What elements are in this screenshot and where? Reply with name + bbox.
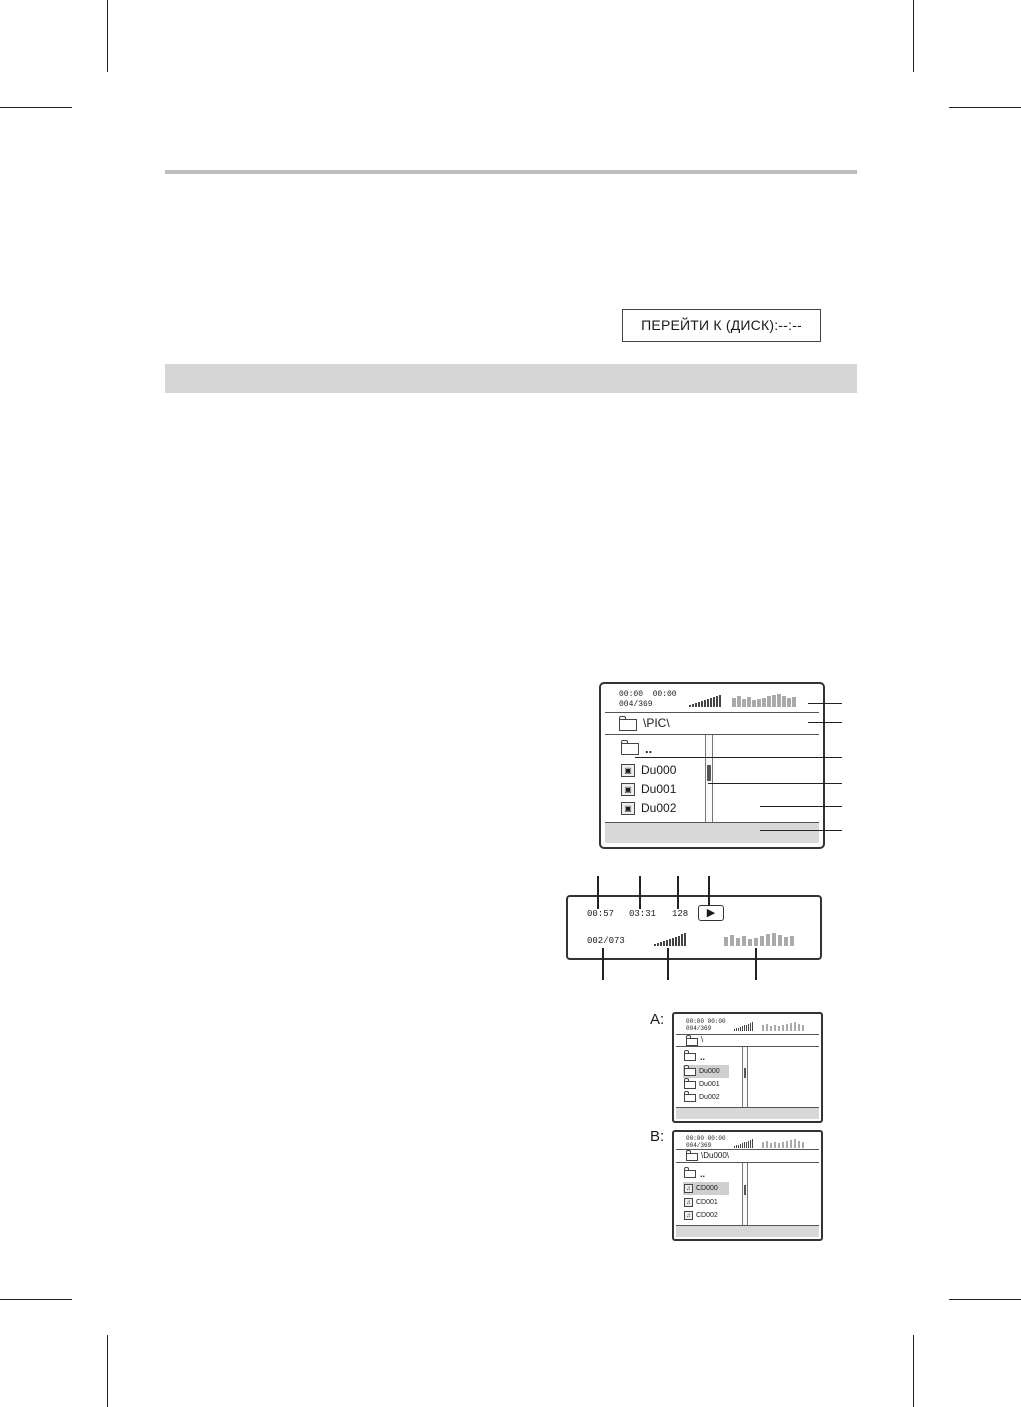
item-label: CD000 [696,1185,718,1192]
scrollbar[interactable] [705,735,713,822]
browser-screen-a [672,1012,823,1123]
callout-line [760,830,842,831]
music-file-icon: ♫ [684,1198,693,1207]
section-band [165,364,857,393]
total-time: 03:31 [629,909,657,919]
callout-line [808,722,842,723]
equalizer-icon [762,1022,806,1031]
figure-label-a: A: [650,1011,665,1028]
callout-line [602,948,604,980]
item-label: Du001 [641,782,677,796]
crop-mark [913,1335,914,1407]
item-label: CD001 [696,1199,718,1206]
crop-mark [949,1299,1021,1300]
item-label: Du002 [641,801,677,815]
header-rule [165,170,857,174]
time-readout: 00:00 00:00 [686,1018,726,1025]
callout-line [639,876,641,909]
crop-mark [0,107,72,108]
track-counter: 004/369 [686,1025,712,1032]
item-label: CD002 [696,1212,718,1219]
list-item[interactable] [684,1210,718,1221]
status-bar [676,1107,819,1119]
list-item-selected[interactable] [683,1065,729,1078]
list-item[interactable] [621,800,676,816]
playback-screen [566,895,822,960]
list-item-selected[interactable] [683,1182,729,1195]
item-label: .. [645,740,653,756]
crop-mark [107,0,108,72]
item-label: Du000 [699,1068,720,1075]
folder-icon [684,1081,696,1089]
browser-screen-b [672,1130,823,1241]
time-readout: 00:00 00:00 [619,690,677,699]
music-file-icon: ♫ [684,1211,693,1220]
list-item[interactable] [684,1092,720,1103]
scroll-thumb[interactable] [707,765,711,781]
crop-mark [949,107,1021,108]
callout-line [708,783,842,784]
list-item[interactable] [684,1168,705,1179]
scroll-thumb[interactable] [744,1185,746,1195]
track-counter: 004/369 [619,700,653,709]
path-bar [676,1035,819,1047]
current-path: \ [701,1035,704,1044]
music-file-icon: ♫ [684,1184,693,1193]
elapsed-time: 00:57 [587,909,615,919]
current-path: \PIC\ [643,716,670,730]
photo-file-icon: ▣ [621,764,635,777]
info-header [676,1016,819,1035]
time-readout: 00:00 00:00 [686,1135,726,1142]
callout-line [635,757,842,758]
status-bar [676,1225,819,1237]
crop-mark [107,1335,108,1407]
folder-icon [684,1068,696,1076]
list-item[interactable] [684,1197,718,1208]
info-header [676,1134,819,1150]
crop-mark [0,1299,72,1300]
file-browser-screen [599,682,825,849]
path-bar [605,713,819,735]
callout-line [808,703,842,704]
callout-line [677,876,679,909]
equalizer-icon [732,693,798,707]
folder-icon [621,743,639,755]
equalizer-icon [724,932,796,946]
list-item[interactable] [684,1079,720,1090]
folder-icon [684,1170,696,1178]
track-counter: 002/073 [587,936,625,946]
list-item[interactable] [621,781,676,797]
path-bar [676,1150,819,1163]
scroll-thumb[interactable] [744,1068,746,1078]
volume-level-icon [654,932,688,946]
current-path: \Du000\ [701,1151,730,1160]
photo-file-icon: ▣ [621,802,635,815]
volume-level-icon [734,1139,754,1148]
crop-mark [913,0,914,72]
item-label: Du000 [641,763,677,777]
folder-icon [686,1038,698,1046]
folder-icon [684,1053,696,1061]
goto-disc-box: ПЕРЕЙТИ К (ДИСК):--:-- [622,309,821,342]
item-label: Du001 [699,1081,720,1088]
play-icon: ▶ [698,905,724,921]
folder-icon [619,719,637,731]
callout-line [755,948,757,980]
track-counter: 004/369 [686,1142,712,1149]
volume-level-icon [689,693,721,707]
volume-level-icon [734,1022,754,1031]
item-label: .. [700,1051,706,1062]
figure-label-b: B: [650,1128,665,1145]
callout-line [597,876,599,909]
info-header [605,687,819,713]
list-item[interactable] [621,762,676,778]
callout-line [760,806,842,807]
item-label: .. [700,1168,706,1179]
scrollbar[interactable] [742,1163,748,1225]
list-item[interactable] [684,1051,705,1062]
equalizer-icon [762,1139,806,1148]
photo-file-icon: ▣ [621,783,635,796]
folder-icon [684,1094,696,1102]
bitrate: 128 [672,909,689,919]
folder-icon [686,1153,698,1161]
item-label: Du002 [699,1094,720,1101]
list-item[interactable] [621,740,652,756]
callout-line [667,948,669,980]
callout-line [708,876,710,906]
scrollbar[interactable] [742,1047,748,1107]
status-bar [605,822,819,843]
